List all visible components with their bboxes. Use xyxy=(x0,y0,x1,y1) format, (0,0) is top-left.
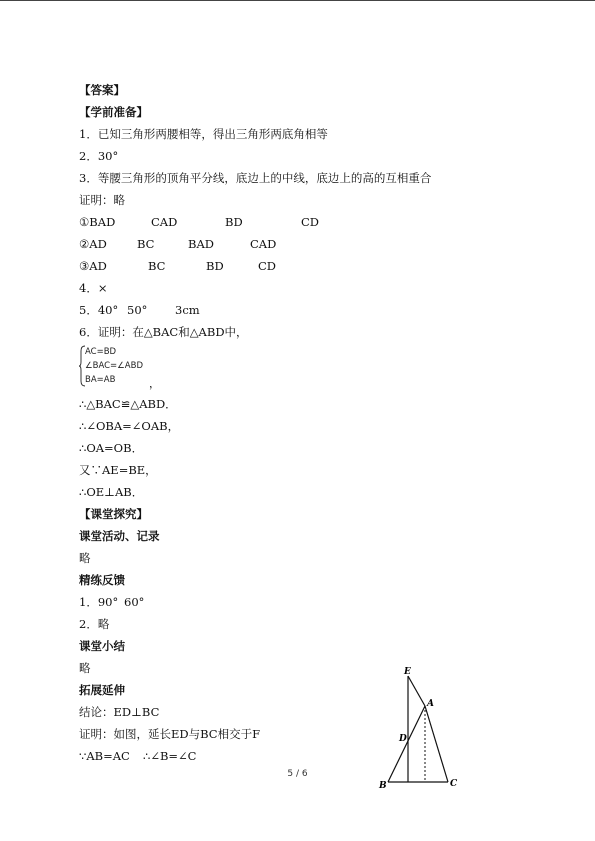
step-4: 又∵AE=BE， xyxy=(79,463,157,477)
feedback-1 xyxy=(79,591,499,613)
heading-explore: 【课堂探究】 xyxy=(79,507,148,521)
system-line: AC=BD xyxy=(85,347,117,357)
heading-extend: 拓展延伸 xyxy=(79,683,125,697)
heading-preparation: 【学前准备】 xyxy=(79,105,148,119)
equation-system xyxy=(79,345,499,389)
label-b: B xyxy=(379,781,387,791)
step-5: ∴OE⊥AB． xyxy=(79,485,144,499)
blank-cell: ②AD xyxy=(79,237,107,251)
system-line: ∠BAC=∠ABD xyxy=(85,361,143,371)
answer-1: 1．已知三角形两腰相等，得出三角形两底角相等 xyxy=(79,127,328,141)
blank-row-1 xyxy=(79,211,499,233)
label-a: A xyxy=(427,699,434,709)
brief-2: 略 xyxy=(79,661,91,675)
blank-cell: BAD xyxy=(188,237,214,251)
label-e: E xyxy=(404,667,411,677)
brief-1: 略 xyxy=(79,551,91,565)
proof-brief: 证明：略 xyxy=(79,193,125,207)
answer-2: 2．30° xyxy=(79,149,119,163)
label-c: C xyxy=(450,779,458,789)
extend-step-part: ∴∠B=∠C xyxy=(143,749,197,763)
answer-6: 6．证明：在△BAC和△ABD中， xyxy=(79,325,248,339)
step-2: ∴∠OBA=∠OAB， xyxy=(79,419,180,433)
blank-row-3 xyxy=(79,255,499,277)
blank-cell: BD xyxy=(225,215,243,229)
blank-cell: CD xyxy=(258,259,277,273)
feedback-1-part: 60° xyxy=(124,595,145,609)
blank-cell: BC xyxy=(148,259,166,273)
blank-row-2 xyxy=(79,233,499,255)
heading-feedback: 精练反馈 xyxy=(79,573,125,587)
step-1: ∴△BAC≌△ABD． xyxy=(79,397,177,411)
blank-cell: ③AD xyxy=(79,259,107,273)
system-line: BA=AB xyxy=(85,375,116,385)
system-comma: ， xyxy=(149,377,160,390)
label-d: D xyxy=(399,734,407,744)
heading-activity: 课堂活动、记录 xyxy=(79,529,160,543)
blank-cell: CD xyxy=(301,215,320,229)
blank-cell: CAD xyxy=(151,215,178,229)
answer-5-part: 5．40° xyxy=(79,303,119,317)
heading-summary: 课堂小结 xyxy=(79,639,125,653)
answer-5-part: 50° xyxy=(127,303,148,317)
blank-cell: BD xyxy=(206,259,224,273)
heading-answer: 【答案】 xyxy=(79,83,125,97)
feedback-1-part: 1．90° xyxy=(79,595,119,609)
answer-5-part: 3cm xyxy=(175,303,200,317)
line-ea xyxy=(408,676,425,706)
system-lines xyxy=(85,345,143,387)
answer-3: 3．等腰三角形的顶角平分线，底边上的中线，底边上的高的互相重合 xyxy=(79,171,432,185)
extend-proof: 证明：如图，延长ED与BC相交于F xyxy=(79,727,261,741)
feedback-2: 2．略 xyxy=(79,617,110,631)
extend-conclusion: 结论：ED⊥BC xyxy=(79,705,160,719)
extend-step-part: ∵AB=AC xyxy=(79,749,130,763)
answer-5 xyxy=(79,299,499,321)
top-border-line xyxy=(0,0,595,1)
page-number: 5 / 6 xyxy=(287,769,308,779)
blank-cell: ①BAD xyxy=(79,215,116,229)
blank-cell: CAD xyxy=(250,237,277,251)
step-3: ∴OA=OB． xyxy=(79,441,144,455)
answer-4: 4．× xyxy=(79,281,108,295)
blank-cell: BC xyxy=(137,237,155,251)
